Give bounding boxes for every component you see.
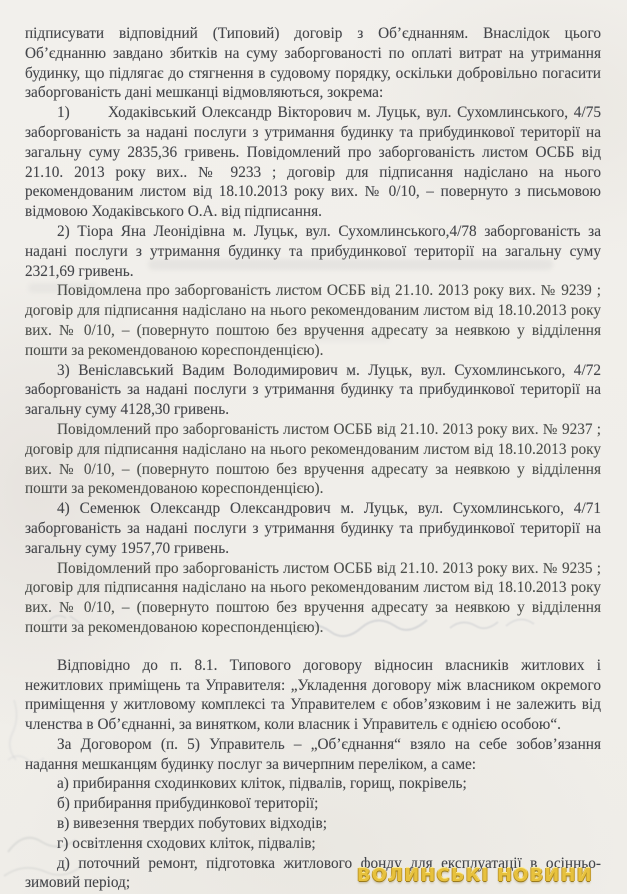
debtor-2-item: 2) Тіора Яна Леонідівна м. Луцьк, вул. Сухомлинського,4/78 заборгованість за надані послуги з утримання будинку та прибудинкової території на загальну суму 2321,69 гривень. [25,222,601,280]
debtor-4-item: 4) Семенюк Олександр Олександрович м. Луцьк, вул. Сухомлинського, 4/71 заборгованість за надані послуги з утримання будинку та прибудинкової території на загальну суму 1957,70 гривень. [25,500,601,557]
debtor-3-item: 3) Веніславський Вадим Володимирович м. Луцьк, вул. Сухомлинського, 4/72 заборгованість за надані послуги з утримання будинку та прибудинкової території на загальну суму 4128,30 гривень. [25,361,601,419]
service-item-a: а) прибирання сходинкових кліток, підвалів, горищ, покрівель; [57,775,467,793]
debtor-1-item: 1) Ходаківський Олександр Вікторович м. Луцьк, вул. Сухомлинського, 4/75 заборгованість за надані послуги з утримання будинку та прибудинкової території на загальну суму 2835,36 гривень. Повідомлений про заборгованість листом ОСББ від 21.10. 2013 року вих.. № 9233 ; договір для підписання надіслано на нього рекомендованим листом від 18.10.2013 року вих. № 0/10, – повернуто з письмовою відмовою Ходаківського О.А. від підписання. [25,104,601,221]
service-item-d: д) поточний ремонт, підготовка житлового фонду для експлуатації в осінньо-зимовий період; [25,854,601,892]
service-item-g: г) освітлення сходових кліток, підвалів; [57,834,316,852]
document-text-block [25,24,601,893]
service-item-v: в) вивезення твердих побутових відходів; [57,815,327,833]
debtor-2-notice: Повідомлена про заборгованість листом ОСББ від 21.10. 2013 року вих. № 9239 ; договір для підписання надіслано на нього рекомендованим листом від 18.10.2013 року вих. № 0/10, – (повернуто поштою без вручення адресату за неявкою у відділення пошти за рекомендованою кореспонденцією). [25,282,601,359]
debtor-4-notice: Повідомлений про заборгованість листом ОСББ від 21.10. 2013 року вих. № 9235 ; договір для підписання надіслано на нього рекомендованим листом від 18.10.2013 року вих. № 0/10, – (повернуто поштою без вручення адресату за неявкою у відділення пошти за рекомендованою кореспонденцією). [25,559,601,636]
opening-paragraph: підписувати відповідний (Типовий) договір з Об’єднанням. Внаслідок цього Об’єднанню завдано збитків на суму заборгованості по оплаті витрат на утримання будинку, що підлягає до стягнення в судовому порядку, оскільки добровільно погасити заборгованість дані мешканці відмовляються, зокрема: [25,25,601,102]
margin-bleed-mark [10,700,17,760]
volynski-novyny-watermark: ВОЛИНСЬКІ НОВИНИ [357,866,593,886]
manager-obligations-paragraph: За Договором (п. 5) Управитель – „Об’єднання“ взяло на себе зобов’язання надання мешканцям будинку послуг за вичерпним переліком, а саме: [25,735,601,773]
contract-clause-paragraph: Відповідно до п. 8.1. Типового договору відносин власників житлових і нежитлових приміщень та Управителя: „Укладення договору між власником окремого приміщення у житловому комплексі та Управителем є обов’язковим і не залежить від членства в Об’єднанні, за винятком, коли власник і Управитель є однією особою“. [25,656,601,734]
service-item-b: б) прибирання прибудинкової території; [57,795,319,813]
debtor-3-notice: Повідомлений про заборгованість листом ОСББ від 21.10. 2013 року вих. № 9237 ; договір для підписання надіслано на нього рекомендованим листом від 18.10.2013 року вих. № 0/10, – (повернуто поштою без вручення адресату за неявкою у відділення пошти за рекомендованою кореспонденцією). [25,420,601,498]
